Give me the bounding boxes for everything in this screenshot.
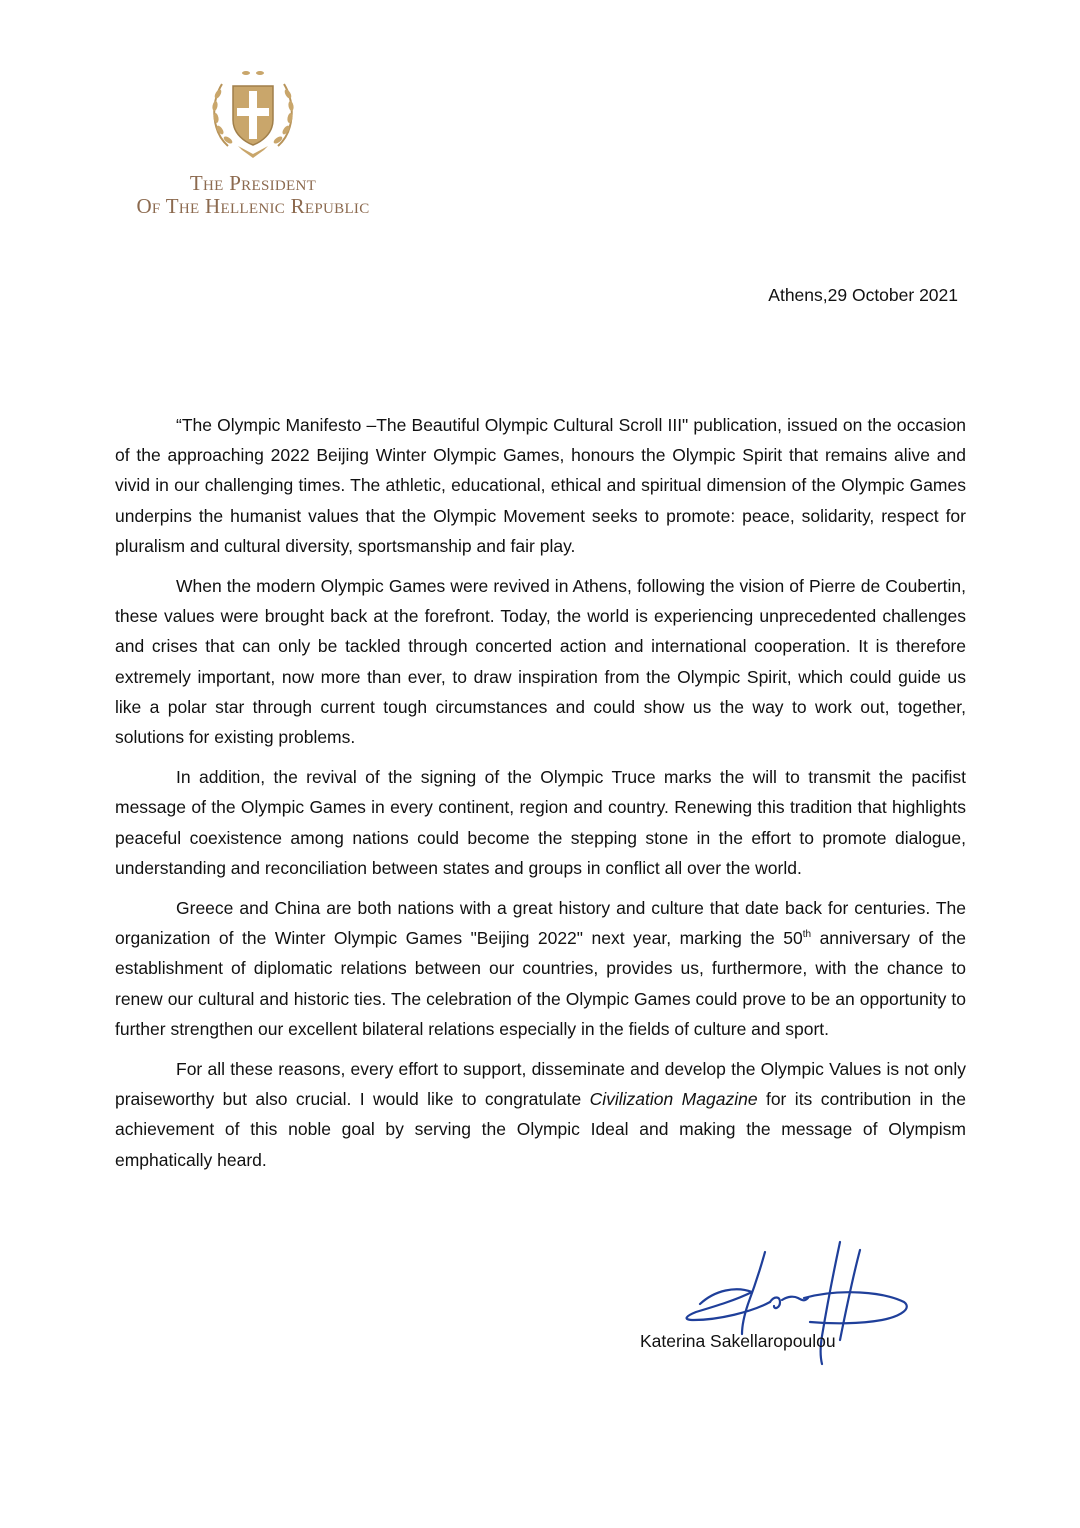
paragraph-5-part-2: for its contribution in the achievement of this noble goal by serving the Olympic Ideal and making the message of Olympism emphatically heard. bbox=[115, 1089, 966, 1170]
paragraph-2: When the modern Olympic Games were revived in Athens, following the vision of Pierre de Coubertin, these values were brought back at the forefront. Today, the world is experiencing unprecedented challenges and crises that can only be tackled through concerted action and international cooperation. It is therefore extremely important, now more than ever, to draw inspiration from the Olympic Spirit, which could guide us like a polar star through current tough circumstances and could show us the way to work out, together, solutions for existing problems. bbox=[115, 576, 966, 748]
letter-body bbox=[115, 410, 966, 1185]
office-title bbox=[0, 172, 506, 218]
greek-coat-of-arms-icon bbox=[206, 64, 300, 160]
paragraph-5-part-1: For all these reasons, every effort to support, disseminate and develop the Olympic Values is not only praiseworthy but also crucial. I would like to congratulate bbox=[115, 1059, 966, 1110]
signer-name: Katerina Sakellaropoulou bbox=[640, 1331, 836, 1351]
office-title-line-2: Of The Hellenic Republic bbox=[136, 194, 370, 218]
letter-date: Athens,29 October 2021 bbox=[768, 285, 958, 305]
paragraph-3: In addition, the revival of the signing of the Olympic Truce marks the will to transmit the pacifist message of the Olympic Games in every continent, region and country. Renewing this tradition that highlights peaceful coexistence among nations could become the stepping stone in the effort to promote dialogue, understanding and reconciliation between states and groups in conflict all over the world. bbox=[115, 767, 966, 878]
paragraph-1: “The Olympic Manifesto –The Beautiful Olympic Cultural Scroll III" publication, issued on the occasion of the approaching 2022 Beijing Winter Olympic Games, honours the Olympic Spirit that remains alive and vivid in our challenging times. The athletic, educational, ethical and spiritual dimension of the Olympic Games underpins the humanist values that the Olympic Movement seeks to promote: peace, solidarity, respect for pluralism and cultural diversity, sportsmanship and fair play. bbox=[115, 415, 966, 556]
paragraph-4-part-2: anniversary of the establishment of diplomatic relations between our countries, provides us, furthermore, with the chance to renew our cultural and historic ties. The celebration of the Olympic Games could prove to be an opportunity to further strengthen our excellent bilateral relations especially in the fields of culture and sport. bbox=[115, 928, 967, 1039]
ordinal-suffix: th bbox=[802, 929, 812, 941]
magazine-name: Civilization Magazine bbox=[589, 1089, 758, 1110]
paragraph-5 bbox=[115, 1054, 966, 1175]
paragraph-4-part-1: Greece and China are both nations with a great history and culture that date back for centuries. The organization of the Winter Olympic Games "Beijing 2022" next year, marking the 50 bbox=[115, 898, 966, 949]
paragraph-4 bbox=[115, 893, 966, 1044]
office-title-line-1: The President bbox=[189, 171, 317, 195]
